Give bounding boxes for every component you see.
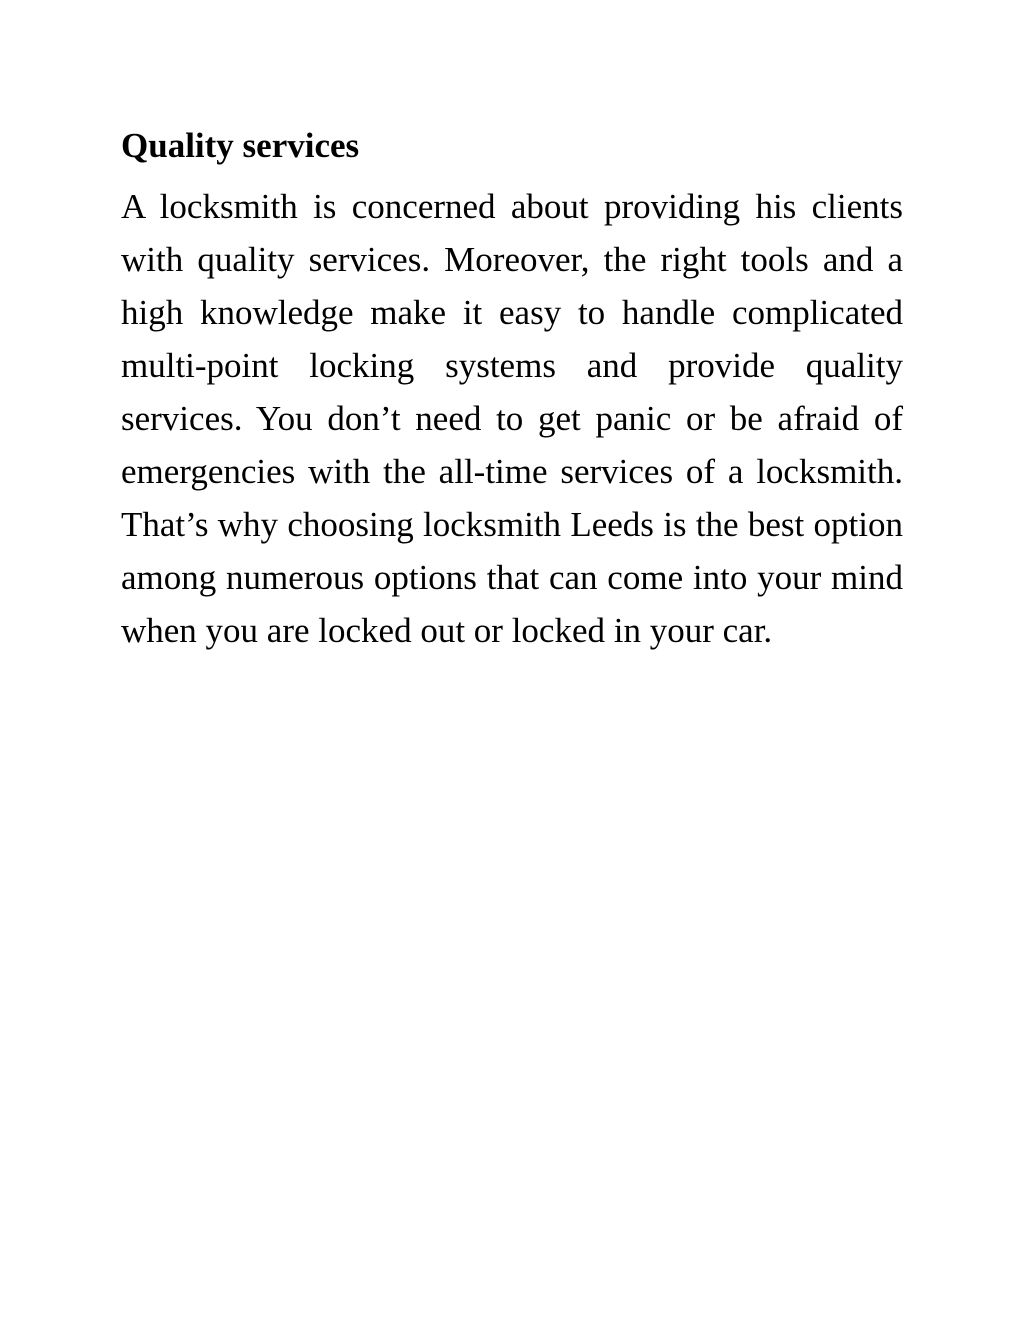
document-content [121,122,903,657]
section-heading: Quality services [121,126,360,165]
body-paragraph: A locksmith is concerned about providing his clients with quality services. Moreover, the right tools and a high knowledge make it easy to handle complicated multi-point locking systems and provide quality services. You don’t need to get panic or be afraid of emergencies with the all-time services of a locksmith. That’s why choosing locksmith Leeds is the best option among numerous options that can come into your mind when you are locked out or locked in your car. [121,187,903,650]
